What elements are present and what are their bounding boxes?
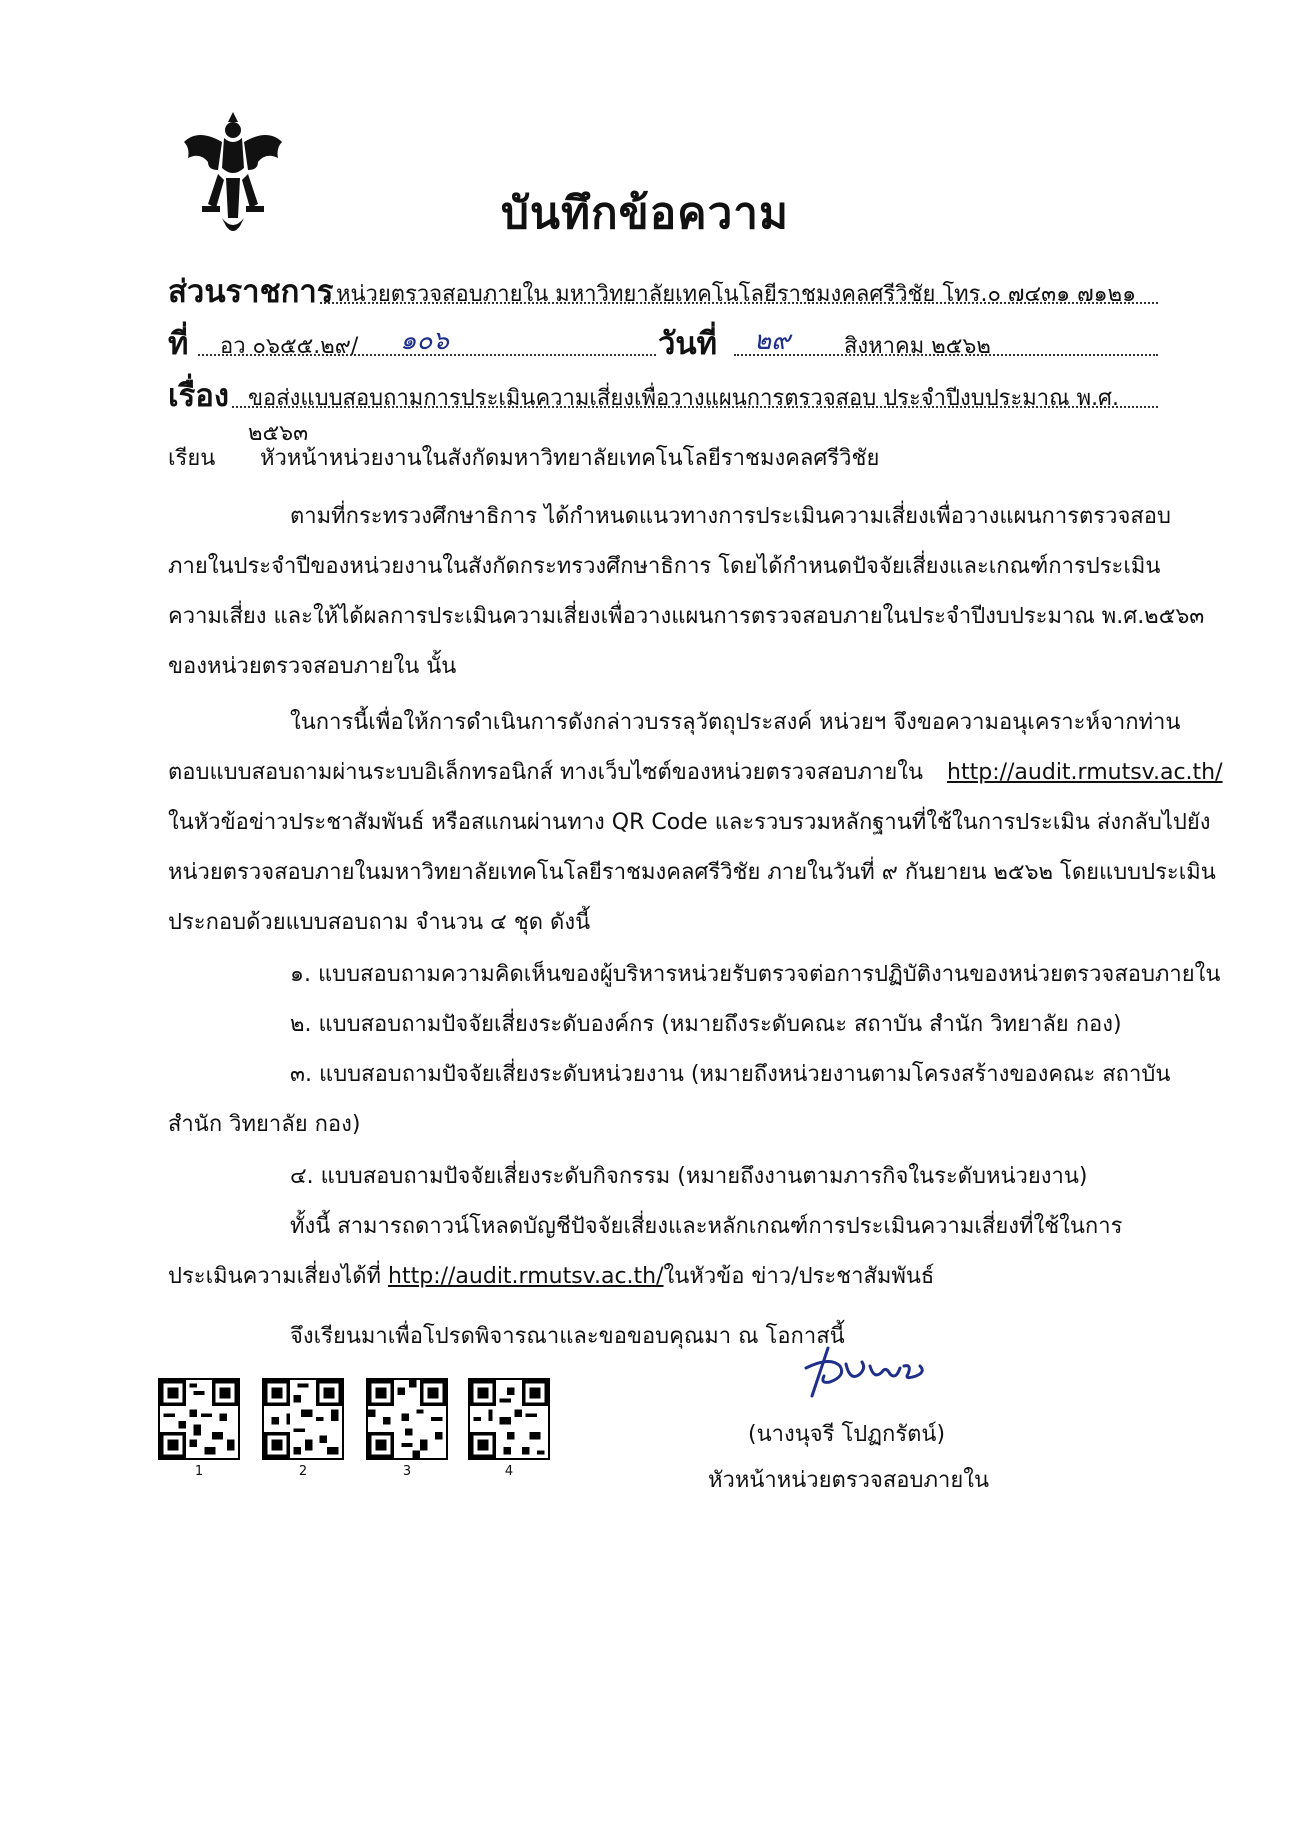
subject-value: ขอส่งแบบสอบถามการประเมินความเสี่ยงเพื่อวางแผนการตรวจสอบ ประจำปีงบประมาณ พ.ศ. ๒๕๖๓ — [248, 386, 1120, 446]
para2-line2-text: ตอบแบบสอบถามผ่านระบบอิเล็กทรอนิกส์ ทางเว็บไซต์ของหน่วยตรวจสอบภายใน — [168, 760, 924, 785]
qr-code-2[interactable] — [262, 1378, 344, 1479]
signatory-position: หัวหน้าหน่วยตรวจสอบภายใน — [708, 1468, 990, 1493]
qr-label-2: 2 — [298, 1464, 308, 1479]
para1-line3: ความเสี่ยง และให้ได้ผลการประเมินความเสี่ยงเพื่อวางแผนการตรวจสอบภายในประจำปีงบประมาณ พ.ศ.๒๕๖๓ — [168, 604, 1205, 629]
signature-icon — [800, 1338, 950, 1402]
closing-line: จึงเรียนมาเพื่อโปรดพิจารณาและขอขอบคุณมา ณ โอกาสนี้ — [290, 1324, 845, 1349]
qr-code-4-icon — [468, 1378, 550, 1460]
agency-value: หน่วยตรวจสอบภายใน มหาวิทยาลัยเทคโนโลยีราชมงคลศรีวิชัย โทร.๐ ๗๔๓๑ ๗๑๒๑ — [336, 282, 1137, 307]
qr-label-3: 3 — [402, 1464, 412, 1479]
qr-code-4[interactable] — [468, 1378, 550, 1479]
qr-code-3[interactable] — [366, 1378, 448, 1479]
para3-line2-text: ประเมินความเสี่ยงได้ที่ — [168, 1264, 382, 1289]
qr-code-1[interactable] — [158, 1378, 240, 1479]
qr-code-3-icon — [366, 1378, 448, 1460]
subject-label: เรื่อง — [168, 378, 230, 414]
questionnaire-item-3: ๓. แบบสอบถามปัจจัยเสี่ยงระดับหน่วยงาน (หมายถึงหน่วยงานตามโครงสร้างของคณะ สถาบัน — [290, 1062, 1171, 1087]
memo-title: บันทึกข้อความ — [500, 188, 789, 239]
questionnaire-item-2: ๒. แบบสอบถามปัจจัยเสี่ยงระดับองค์กร (หมายถึงระดับคณะ สถาบัน สำนัก วิทยาลัย กอง) — [290, 1012, 1122, 1037]
agency-row — [168, 266, 1158, 310]
recipient-label: เรียน — [168, 446, 216, 471]
para1-line2: ภายในประจำปีของหน่วยงานในสังกัดกระทรวงศึกษาธิการ โดยได้กำหนดปัจจัยเสี่ยงและเกณฑ์การประเมิน — [168, 554, 1161, 579]
date-month-year: สิงหาคม ๒๕๖๒ — [844, 334, 991, 359]
para2-line3: ในหัวข้อข่าวประชาสัมพันธ์ หรือสแกนผ่านทาง QR Code และรวบรวมหลักฐานที่ใช้ในการประเมิน ส่งกลับไปยัง — [168, 810, 1211, 835]
questionnaire-item-1: ๑. แบบสอบถามความคิดเห็นของผู้บริหารหน่วยรับตรวจต่อการปฏิบัติงานของหน่วยตรวจสอบภายใน — [290, 962, 1221, 987]
signatory-name: (นางนุจรี โปฏกรัตน์) — [748, 1422, 946, 1447]
agency-label: ส่วนราชการ — [168, 274, 334, 310]
number-handwritten: ๑๐๖ — [400, 326, 449, 356]
qr-label-4: 4 — [504, 1464, 514, 1479]
date-day-handwritten: ๒๙ — [754, 326, 791, 356]
para1-line1: ตามที่กระทรวงศึกษาธิการ ได้กำหนดแนวทางการประเมินความเสี่ยงเพื่อวางแผนการตรวจสอบ — [290, 504, 1171, 529]
number-label: ที่ — [168, 326, 189, 362]
para2-line2 — [168, 750, 1223, 796]
questionnaire-item-4: ๔. แบบสอบถามปัจจัยเสี่ยงระดับกิจกรรม (หมายถึงงานตามภารกิจในระดับหน่วยงาน) — [290, 1164, 1088, 1189]
audit-website-link[interactable]: http://audit.rmutsv.ac.th/ — [947, 760, 1223, 785]
recipient-value: หัวหน้าหน่วยงานในสังกัดมหาวิทยาลัยเทคโนโลยีราชมงคลศรีวิชัย — [260, 446, 880, 471]
para3-line1: ทั้งนี้ สามารถดาวน์โหลดบัญชีปัจจัยเสี่ยงและหลักเกณฑ์การประเมินความเสี่ยงที่ใช้ในการ — [290, 1214, 1123, 1239]
date-label: วันที่ — [658, 326, 718, 362]
para2-line1: ในการนี้เพื่อให้การดำเนินการดังกล่าวบรรลุวัตถุประสงค์ หน่วยฯ จึงขอความอนุเคราะห์จากท่าน — [290, 710, 1181, 735]
qr-code-1-icon — [158, 1378, 240, 1460]
number-value: อว ๐๖๕๕.๒๙/ — [220, 334, 359, 359]
para2-line4: หน่วยตรวจสอบภายในมหาวิทยาลัยเทคโนโลยีราชมงคลศรีวิชัย ภายในวันที่ ๙ กันยายน ๒๕๖๒ โดยแบบประเมิน — [168, 860, 1216, 885]
subject-row — [168, 370, 1158, 446]
qr-label-1: 1 — [194, 1464, 204, 1479]
para3-line2-tail: ในหัวข้อ ข่าว/ประชาสัมพันธ์ — [663, 1264, 935, 1289]
para3-line2 — [168, 1254, 934, 1300]
para2-line5: ประกอบด้วยแบบสอบถาม จำนวน ๔ ชุด ดังนี้ — [168, 910, 591, 935]
questionnaire-item-3-cont: สำนัก วิทยาลัย กอง) — [168, 1112, 361, 1137]
number-date-row — [168, 318, 1158, 362]
qr-code-2-icon — [262, 1378, 344, 1460]
download-link[interactable]: http://audit.rmutsv.ac.th/ — [388, 1264, 664, 1289]
para1-line4: ของหน่วยตรวจสอบภายใน นั้น — [168, 654, 457, 679]
